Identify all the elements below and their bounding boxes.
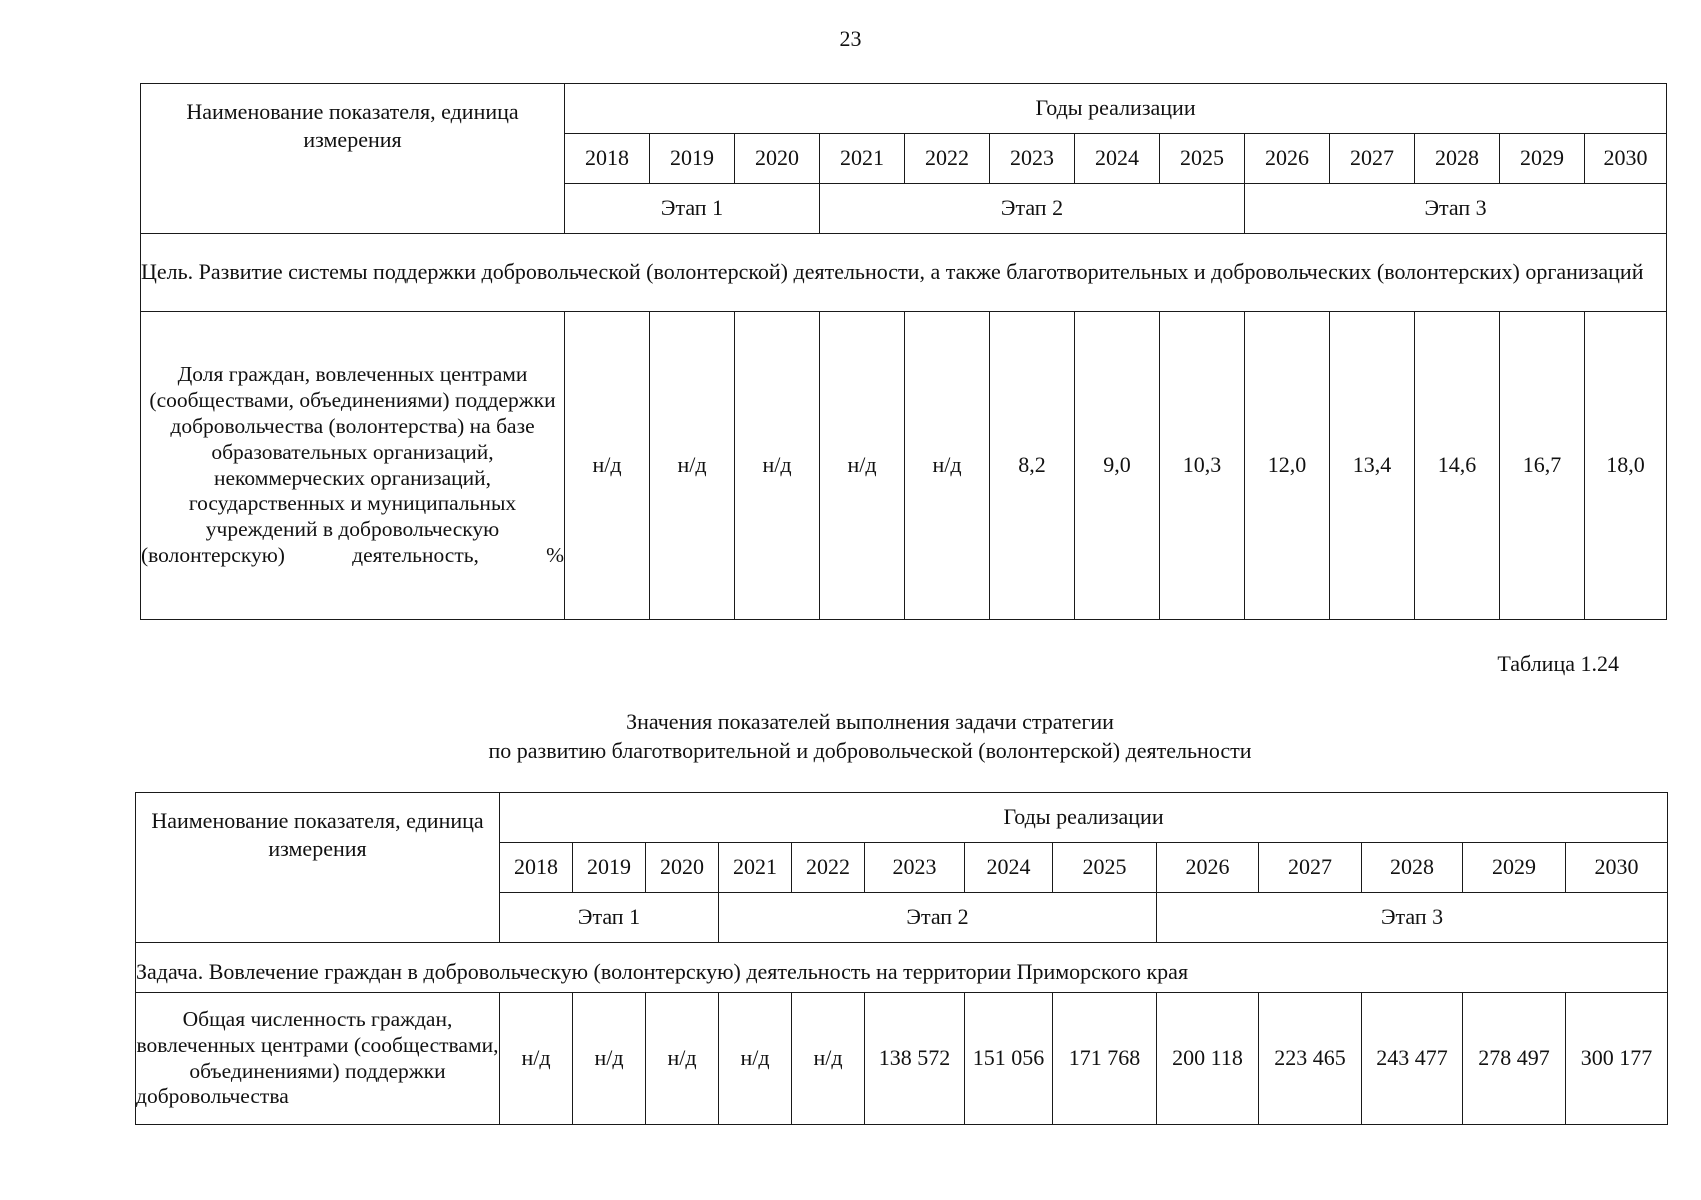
value-cell: 138 572 — [865, 993, 965, 1125]
year-header: 2025 — [1160, 134, 1245, 184]
value-cell: 14,6 — [1415, 312, 1500, 620]
stage-1-header: Этап 1 — [565, 184, 820, 234]
value-cell: 200 118 — [1157, 993, 1259, 1125]
value-cell: н/д — [565, 312, 650, 620]
year-header: 2021 — [820, 134, 905, 184]
task-row: Задача. Вовлечение граждан в добровольческую (волонтерскую) деятельность на территории Приморского края — [136, 943, 1668, 993]
indicator-table-goal — [140, 83, 1667, 620]
value-cell: 8,2 — [990, 312, 1075, 620]
page-number: 23 — [839, 26, 862, 51]
year-header: 2018 — [500, 843, 573, 893]
years-header: Годы реализации — [500, 793, 1668, 843]
year-header: 2026 — [1245, 134, 1330, 184]
caption-line-2: по развитию благотворительной и добровольческой (волонтерской) деятельности — [488, 737, 1252, 763]
table-caption — [0, 708, 1701, 765]
caption-line-1: Значения показателей выполнения задачи стратегии — [626, 709, 1114, 734]
value-cell: 151 056 — [965, 993, 1053, 1125]
stage-1-header: Этап 1 — [500, 893, 719, 943]
indicator-description: Доля граждан, вовлеченных центрами (сообществами, объединениями) поддержки добровольчества (волонтерства) на базе образовательных организаций, некоммерческих организаций, государственных и муниципальных учреждений в добровольческую (волонтерскую) деятельность, % — [141, 312, 565, 620]
year-header: 2029 — [1500, 134, 1585, 184]
year-header: 2019 — [573, 843, 646, 893]
year-header: 2024 — [1075, 134, 1160, 184]
year-header: 2028 — [1415, 134, 1500, 184]
year-header: 2030 — [1566, 843, 1668, 893]
value-cell: н/д — [792, 993, 865, 1125]
years-header: Годы реализации — [565, 84, 1667, 134]
value-cell: 18,0 — [1585, 312, 1667, 620]
stage-2-header: Этап 2 — [820, 184, 1245, 234]
value-cell: 278 497 — [1463, 993, 1566, 1125]
table-number: Таблица 1.24 — [1497, 651, 1619, 676]
year-header: 2019 — [650, 134, 735, 184]
value-cell: н/д — [905, 312, 990, 620]
value-cell: н/д — [646, 993, 719, 1125]
indicator-name-header: Наименование показателя, единица измерения — [141, 84, 565, 234]
year-header: 2021 — [719, 843, 792, 893]
indicator-table-task — [135, 792, 1668, 1125]
stage-2-header: Этап 2 — [719, 893, 1157, 943]
value-cell: 12,0 — [1245, 312, 1330, 620]
indicator-description: Общая численность граждан, вовлеченных центрами (сообществами, объединениями) поддержки добровольчества — [136, 993, 500, 1125]
year-header: 2025 — [1053, 843, 1157, 893]
year-header: 2030 — [1585, 134, 1667, 184]
year-header: 2027 — [1259, 843, 1362, 893]
year-header: 2027 — [1330, 134, 1415, 184]
year-header: 2023 — [990, 134, 1075, 184]
year-header: 2023 — [865, 843, 965, 893]
value-cell: 223 465 — [1259, 993, 1362, 1125]
value-cell: 300 177 — [1566, 993, 1668, 1125]
value-cell: н/д — [719, 993, 792, 1125]
value-cell: н/д — [500, 993, 573, 1125]
year-header: 2018 — [565, 134, 650, 184]
value-cell: 10,3 — [1160, 312, 1245, 620]
year-header: 2020 — [646, 843, 719, 893]
year-header: 2026 — [1157, 843, 1259, 893]
goal-row: Цель. Развитие системы поддержки добровольческой (волонтерской) деятельности, а также благотворительных и добровольческих (волонтерских) организаций — [141, 234, 1667, 312]
year-header: 2022 — [792, 843, 865, 893]
value-cell: н/д — [650, 312, 735, 620]
year-header: 2029 — [1463, 843, 1566, 893]
year-header: 2022 — [905, 134, 990, 184]
value-cell: 13,4 — [1330, 312, 1415, 620]
year-header: 2024 — [965, 843, 1053, 893]
stage-3-header: Этап 3 — [1157, 893, 1668, 943]
year-header: 2020 — [735, 134, 820, 184]
value-cell: н/д — [820, 312, 905, 620]
value-cell: 171 768 — [1053, 993, 1157, 1125]
indicator-name-header: Наименование показателя, единица измерения — [136, 793, 500, 943]
value-cell: 9,0 — [1075, 312, 1160, 620]
stage-3-header: Этап 3 — [1245, 184, 1667, 234]
value-cell: н/д — [735, 312, 820, 620]
value-cell: 243 477 — [1362, 993, 1463, 1125]
year-header: 2028 — [1362, 843, 1463, 893]
value-cell: н/д — [573, 993, 646, 1125]
value-cell: 16,7 — [1500, 312, 1585, 620]
